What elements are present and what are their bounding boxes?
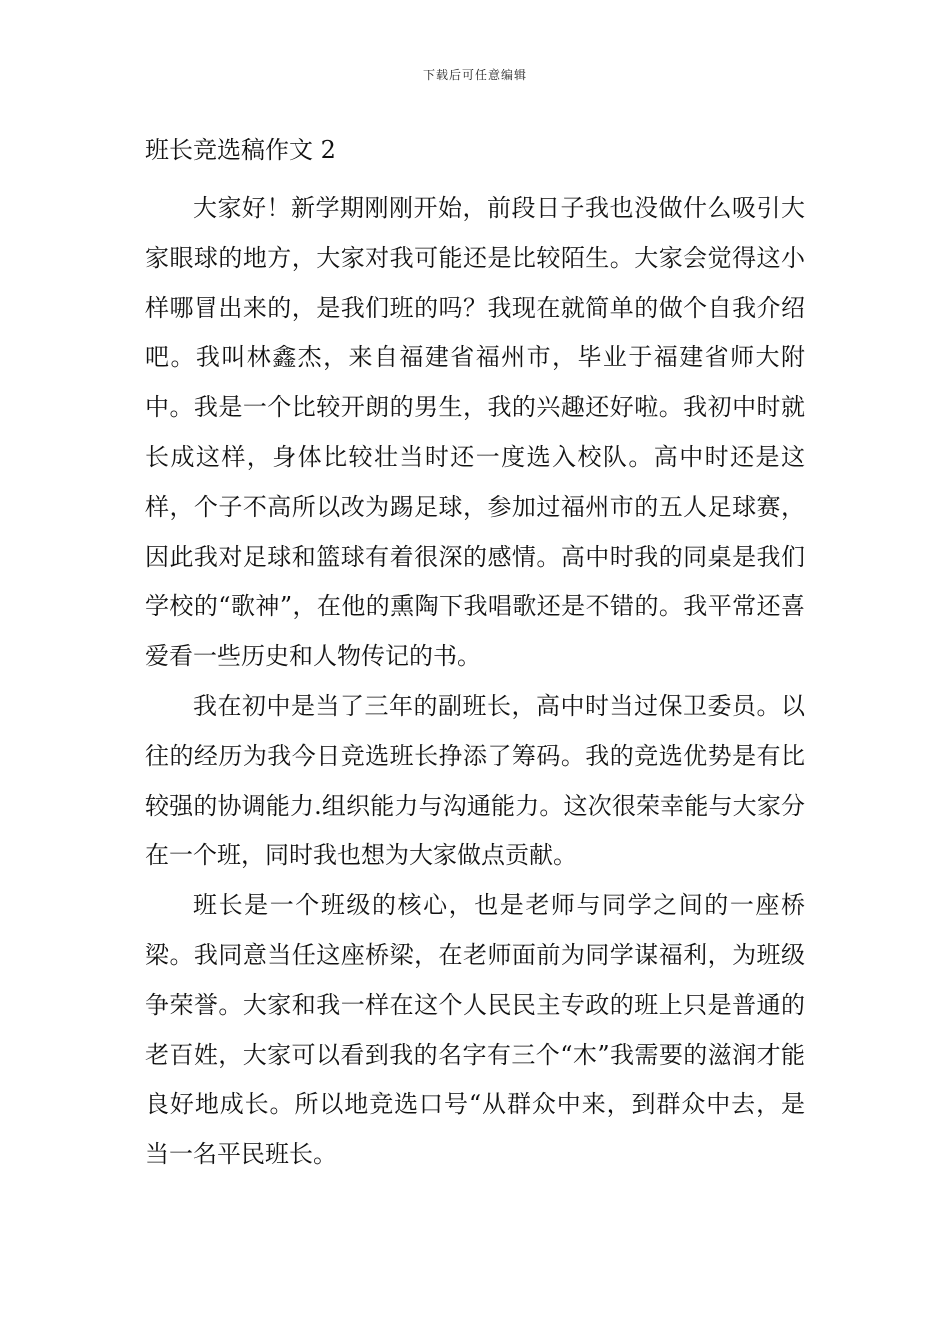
document-body — [145, 184, 805, 1180]
paragraph-pledge: 班长是一个班级的核心，也是老师与同学之间的一座桥梁。我同意当任这座桥梁，在老师面前为同学谋福利，为班级争荣誉。大家和我一样在这个人民民主专政的班上只是普通的老百姓，大家可以看到我的名字有三个“木”我需要的滋润才能良好地成长。所以地竞选口号“从群众中来，到群众中去，是当一名平民班长。 — [145, 891, 805, 1169]
paragraph-experience: 我在初中是当了三年的副班长，高中时当过保卫委员。以往的经历为我今日竞选班长挣添了筹码。我的竞选优势是有比较强的协调能力.组织能力与沟通能力。这次很荣幸能与大家分在一个班，同时我也想为大家做点贡献。 — [145, 691, 805, 870]
paragraph-intro: 大家好！新学期刚刚开始，前段日子我也没做什么吸引大家眼球的地方，大家对我可能还是比较陌生。大家会觉得这小样哪冒出来的，是我们班的吗？我现在就简单的做个自我介绍吧。我叫林鑫杰，来自福建省福州市，毕业于福建省师大附中。我是一个比较开朗的男生，我的兴趣还好啦。我初中时就长成这样，身体比较壮当时还一度选入校队。高中时还是这样，个子不高所以改为踢足球，参加过福州市的五人足球赛，因此我对足球和篮球有着很深的感情。高中时我的同桌是我们学校的“歌神”，在他的熏陶下我唱歌还是不错的。我平常还喜爱看一些历史和人物传记的书。 — [145, 194, 805, 671]
document-title: 班长竞选稿作文 2 — [145, 136, 336, 164]
header-note: 下载后可任意编辑 — [422, 68, 527, 82]
